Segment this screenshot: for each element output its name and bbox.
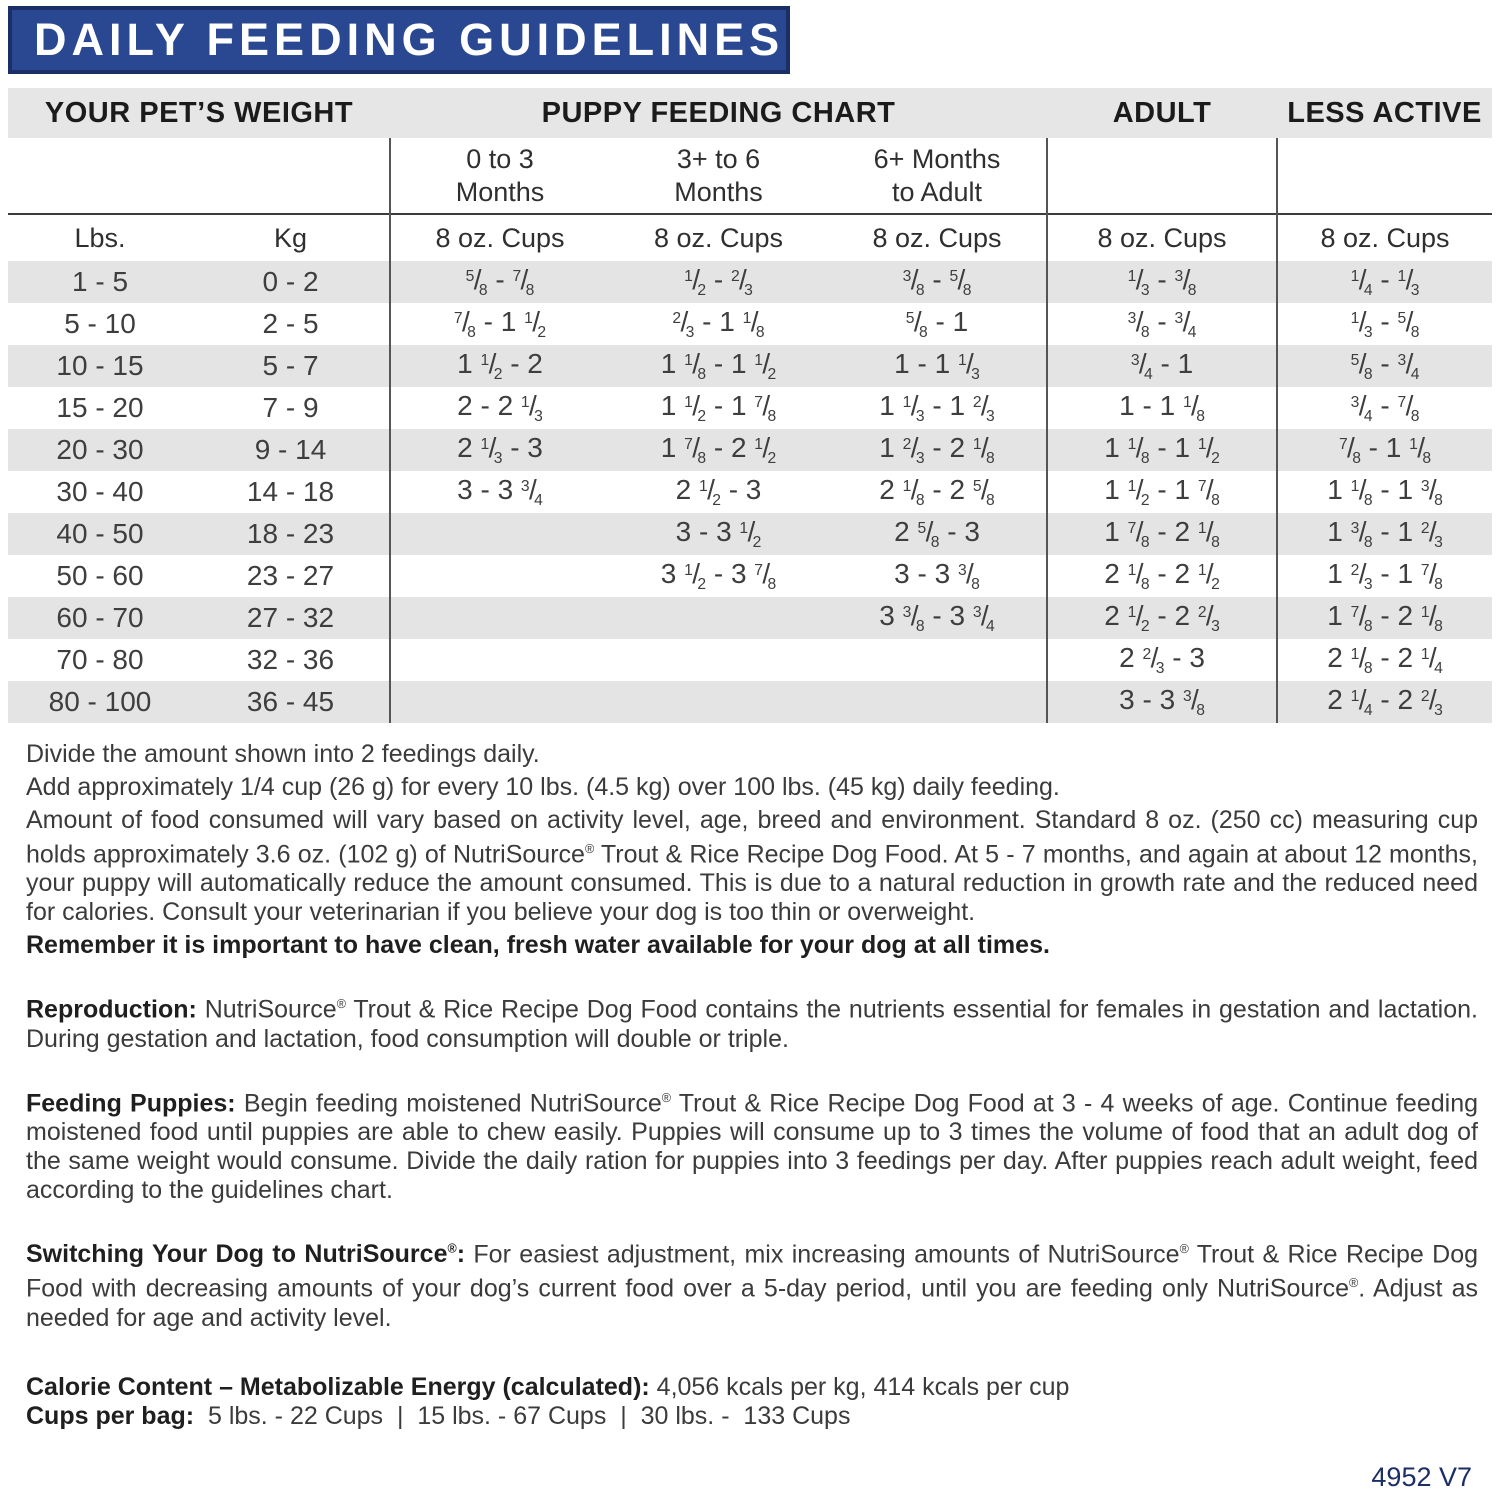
cups-range-cell: 1 $^2$/3 - 2 $^1$/8 (828, 429, 1047, 471)
unit-header-lbs: Lbs. (8, 214, 192, 261)
cups-range-cell: $^1$/4 - $^1$/3 (1277, 261, 1492, 303)
cups-range-cell (390, 555, 609, 597)
group-header-row (8, 88, 1492, 138)
weight-lbs-cell: 20 - 30 (8, 429, 192, 471)
weight-lbs-cell: 70 - 80 (8, 639, 192, 681)
cups-range-cell: $^3$/8 - $^3$/4 (1047, 303, 1277, 345)
section-lead: Reproduction: (26, 995, 197, 1024)
cups-range-cell: 1 $^1$/2 - 1 $^7$/8 (1047, 471, 1277, 513)
cups-range-cell (609, 597, 828, 639)
cups-range-cell: 2 $^5$/8 - 3 (828, 513, 1047, 555)
weight-lbs-cell: 15 - 20 (8, 387, 192, 429)
weight-kg-cell: 18 - 23 (192, 513, 390, 555)
unit-header-cups: 8 oz. Cups (609, 214, 828, 261)
cups-range-cell: $^1$/3 - $^5$/8 (1277, 303, 1492, 345)
cups-range-cell: 1 $^3$/8 - 1 $^2$/3 (1277, 513, 1492, 555)
feeding-guidelines-table-wrap (8, 88, 1492, 723)
table-row (8, 639, 1492, 681)
cups-range-cell: 3 - 3 $^3$/8 (828, 555, 1047, 597)
unit-header-cups: 8 oz. Cups (390, 214, 609, 261)
title-banner (8, 6, 790, 74)
cups-range-cell: 1 $^7$/8 - 2 $^1$/8 (1277, 597, 1492, 639)
weight-kg-cell: 0 - 2 (192, 261, 390, 303)
age-range-label: Months (674, 176, 763, 207)
weight-kg-cell: 32 - 36 (192, 639, 390, 681)
weight-lbs-cell: 10 - 15 (8, 345, 192, 387)
sections-block (26, 990, 1478, 1332)
unit-header-cups: 8 oz. Cups (1047, 214, 1277, 261)
note-line: Divide the amount shown into 2 feedings daily. (26, 740, 540, 768)
weight-kg-cell: 27 - 32 (192, 597, 390, 639)
cups-range-cell: 2 $^1$/2 - 3 (609, 471, 828, 513)
info-text (26, 740, 1478, 1431)
cups-range-cell (609, 639, 828, 681)
cups-range-cell: 2 $^1$/4 - 2 $^2$/3 (1277, 681, 1492, 723)
cups-range-cell: $^7$/8 - 1 $^1$/2 (390, 303, 609, 345)
weight-lbs-cell: 60 - 70 (8, 597, 192, 639)
column-group-weight: YOUR PET’S WEIGHT (8, 88, 390, 138)
cups-range-cell: $^5$/8 - $^7$/8 (390, 261, 609, 303)
table-row (8, 513, 1492, 555)
cups-range-cell: 1 $^7$/8 - 2 $^1$/8 (1047, 513, 1277, 555)
table-row (8, 555, 1492, 597)
cups-range-cell: $^7$/8 - 1 $^1$/8 (1277, 429, 1492, 471)
info-section: Feeding Puppies: Begin feeding moistened NutriSource® Trout & Rice Recipe Dog Food at 3 - 4 weeks of age. Continue feeding moistened food until puppies are able to chew easily. Puppies will consume up to 3 times the volume of food that an adult dog of the same weight would consume. Divide the daily ration for puppies into 3 feedings per day. After puppies reach adult weight, feed according to the guidelines chart. (26, 1088, 1478, 1204)
cups-range-cell: 2 $^1$/8 - 2 $^1$/2 (1047, 555, 1277, 597)
weight-kg-cell: 36 - 45 (192, 681, 390, 723)
cups-range-cell: 1 $^1$/2 - 1 $^7$/8 (609, 387, 828, 429)
age-range-label: 3+ to 6 (676, 143, 761, 174)
cups-range-cell (828, 639, 1047, 681)
cups-range-cell: 2 $^2$/3 - 3 (1047, 639, 1277, 681)
feeding-guidelines-table (8, 88, 1492, 723)
weight-kg-cell: 23 - 27 (192, 555, 390, 597)
cups-range-cell: $^2$/3 - 1 $^1$/8 (609, 303, 828, 345)
cups-range-cell (390, 513, 609, 555)
cups-range-cell: $^5$/8 - 1 (828, 303, 1047, 345)
cups-range-cell: $^1$/3 - $^3$/8 (1047, 261, 1277, 303)
cups-range-cell: 3 $^3$/8 - 3 $^3$/4 (828, 597, 1047, 639)
unit-header-cups: 8 oz. Cups (1277, 214, 1492, 261)
cups-range-cell: 1 $^2$/3 - 1 $^7$/8 (1277, 555, 1492, 597)
age-range-label: 6+ Months (873, 143, 1001, 174)
weight-lbs-cell: 40 - 50 (8, 513, 192, 555)
cups-range-cell: 2 $^1$/8 - 2 $^1$/4 (1277, 639, 1492, 681)
section-lead: Feeding Puppies: (26, 1088, 236, 1117)
cups-range-cell: $^3$/4 - 1 (1047, 345, 1277, 387)
puppy-age-header-row (8, 138, 1492, 214)
cups-range-cell: 1 $^1$/2 - 2 (390, 345, 609, 387)
age-range-label: 0 to 3 (466, 143, 534, 174)
cups-range-cell (390, 597, 609, 639)
cups-range-cell: $^5$/8 - $^3$/4 (1277, 345, 1492, 387)
cups-range-cell: $^1$/2 - $^2$/3 (609, 261, 828, 303)
footer-block (26, 1373, 1478, 1431)
column-group-less-active: LESS ACTIVE (1277, 88, 1492, 138)
cups-range-cell: $^3$/4 - $^7$/8 (1277, 387, 1492, 429)
weight-lbs-cell: 80 - 100 (8, 681, 192, 723)
unit-header-row (8, 214, 1492, 261)
unit-header-kg: Kg (192, 214, 390, 261)
section-lead: Switching Your Dog to NutriSource®: (26, 1240, 466, 1269)
weight-kg-cell: 14 - 18 (192, 471, 390, 513)
table-row (8, 303, 1492, 345)
table-row (8, 597, 1492, 639)
footer-lead: Cups per bag: (26, 1401, 195, 1430)
feeding-table-body (8, 261, 1492, 723)
weight-kg-cell: 5 - 7 (192, 345, 390, 387)
note-emphasis: Remember it is important to have clean, fresh water available for your dog at all times. (26, 931, 1050, 960)
info-section: Switching Your Dog to NutriSource®: For easiest adjustment, mix increasing amounts of NutriSource® Trout & Rice Recipe Dog Food with decreasing amounts of your dog’s current food over a 5-day period, until you are feeding only NutriSource®. Adjust as needed for age and activity level. (26, 1240, 1479, 1332)
cups-range-cell: 3 $^1$/2 - 3 $^7$/8 (609, 555, 828, 597)
age-range-label: Months (455, 176, 545, 207)
cups-range-cell: 2 $^1$/8 - 2 $^5$/8 (828, 471, 1047, 513)
puppy-age-column-6-adult (828, 138, 1047, 214)
weight-lbs-cell: 5 - 10 (8, 303, 192, 345)
spacer-cell (1047, 138, 1277, 214)
weight-kg-cell: 9 - 14 (192, 429, 390, 471)
cups-range-cell: 3 - 3 $^1$/2 (609, 513, 828, 555)
weight-kg-cell: 2 - 5 (192, 303, 390, 345)
cups-range-cell: 1 $^1$/8 - 1 $^1$/2 (609, 345, 828, 387)
cups-range-cell: $^3$/8 - $^5$/8 (828, 261, 1047, 303)
weight-lbs-cell: 1 - 5 (8, 261, 192, 303)
table-row (8, 345, 1492, 387)
cups-range-cell: 1 $^1$/8 - 1 $^1$/2 (1047, 429, 1277, 471)
page-title: DAILY FEEDING GUIDELINES (34, 14, 785, 65)
weight-lbs-cell: 50 - 60 (8, 555, 192, 597)
table-row (8, 387, 1492, 429)
cups-range-cell (390, 639, 609, 681)
column-group-adult: ADULT (1047, 88, 1277, 138)
cups-range-cell: 1 $^7$/8 - 2 $^1$/2 (609, 429, 828, 471)
footer-lead: Calorie Content – Metabolizable Energy (calculated): (26, 1372, 650, 1401)
spacer-cell (8, 138, 390, 214)
cups-range-cell: 3 - 3 $^3$/8 (1047, 681, 1277, 723)
unit-header-cups: 8 oz. Cups (828, 214, 1047, 261)
cups-range-cell: 1 $^1$/8 - 1 $^3$/8 (1277, 471, 1492, 513)
table-row (8, 261, 1492, 303)
cups-range-cell: 1 - 1 $^1$/8 (1047, 387, 1277, 429)
info-section: Reproduction: NutriSource® Trout & Rice Recipe Dog Food contains the nutrients essential for females in gestation and lactation. During gestation and lactation, food consumption will double or triple. (26, 995, 1478, 1053)
table-row (8, 681, 1492, 723)
note-line: Add approximately 1/4 cup (26 g) for every 10 lbs. (4.5 kg) over 100 lbs. (45 kg) daily feeding. (26, 773, 1060, 801)
cups-range-cell: 2 $^1$/3 - 3 (390, 429, 609, 471)
table-row (8, 429, 1492, 471)
cups-range-cell: 1 $^1$/3 - 1 $^2$/3 (828, 387, 1047, 429)
cups-range-cell: 3 - 3 $^3$/4 (390, 471, 609, 513)
puppy-age-column-0-3 (390, 138, 609, 214)
puppy-age-column-3-6 (609, 138, 828, 214)
weight-lbs-cell: 30 - 40 (8, 471, 192, 513)
cups-range-cell (828, 681, 1047, 723)
cups-range-cell: 1 - 1 $^1$/3 (828, 345, 1047, 387)
cups-range-cell (609, 681, 828, 723)
table-row (8, 471, 1492, 513)
column-group-puppy: PUPPY FEEDING CHART (390, 88, 1047, 138)
footer-line: Calorie Content – Metabolizable Energy (calculated): 4,056 kcals per kg, 414 kcals per cup (26, 1372, 1070, 1401)
footer-line: Cups per bag: 5 lbs. - 22 Cups | 15 lbs. - 67 Cups | 30 lbs. - 133 Cups (26, 1401, 851, 1430)
cups-range-cell (390, 681, 609, 723)
spacer-cell (1277, 138, 1492, 214)
weight-kg-cell: 7 - 9 (192, 387, 390, 429)
form-number: 4952 V7 (1371, 1462, 1472, 1492)
notes-block (26, 740, 1478, 960)
cups-range-cell: 2 $^1$/2 - 2 $^2$/3 (1047, 597, 1277, 639)
note-line: Amount of food consumed will vary based on activity level, age, breed and environment. Standard 8 oz. (250 cc) measuring cup holds approximately 3.6 oz. (102 g) of NutriSource® Trout & Rice Recipe Dog Food. At 5 - 7 months, and again at about 12 months, your puppy will automatically reduce the amount consumed. This is due to a natural reduction in growth rate and the reduced need for calories. Consult your veterinarian if you believe your dog is too thin or overweight. (26, 806, 1478, 927)
cups-range-cell: 2 - 2 $^1$/3 (390, 387, 609, 429)
age-range-label: to Adult (891, 176, 983, 207)
